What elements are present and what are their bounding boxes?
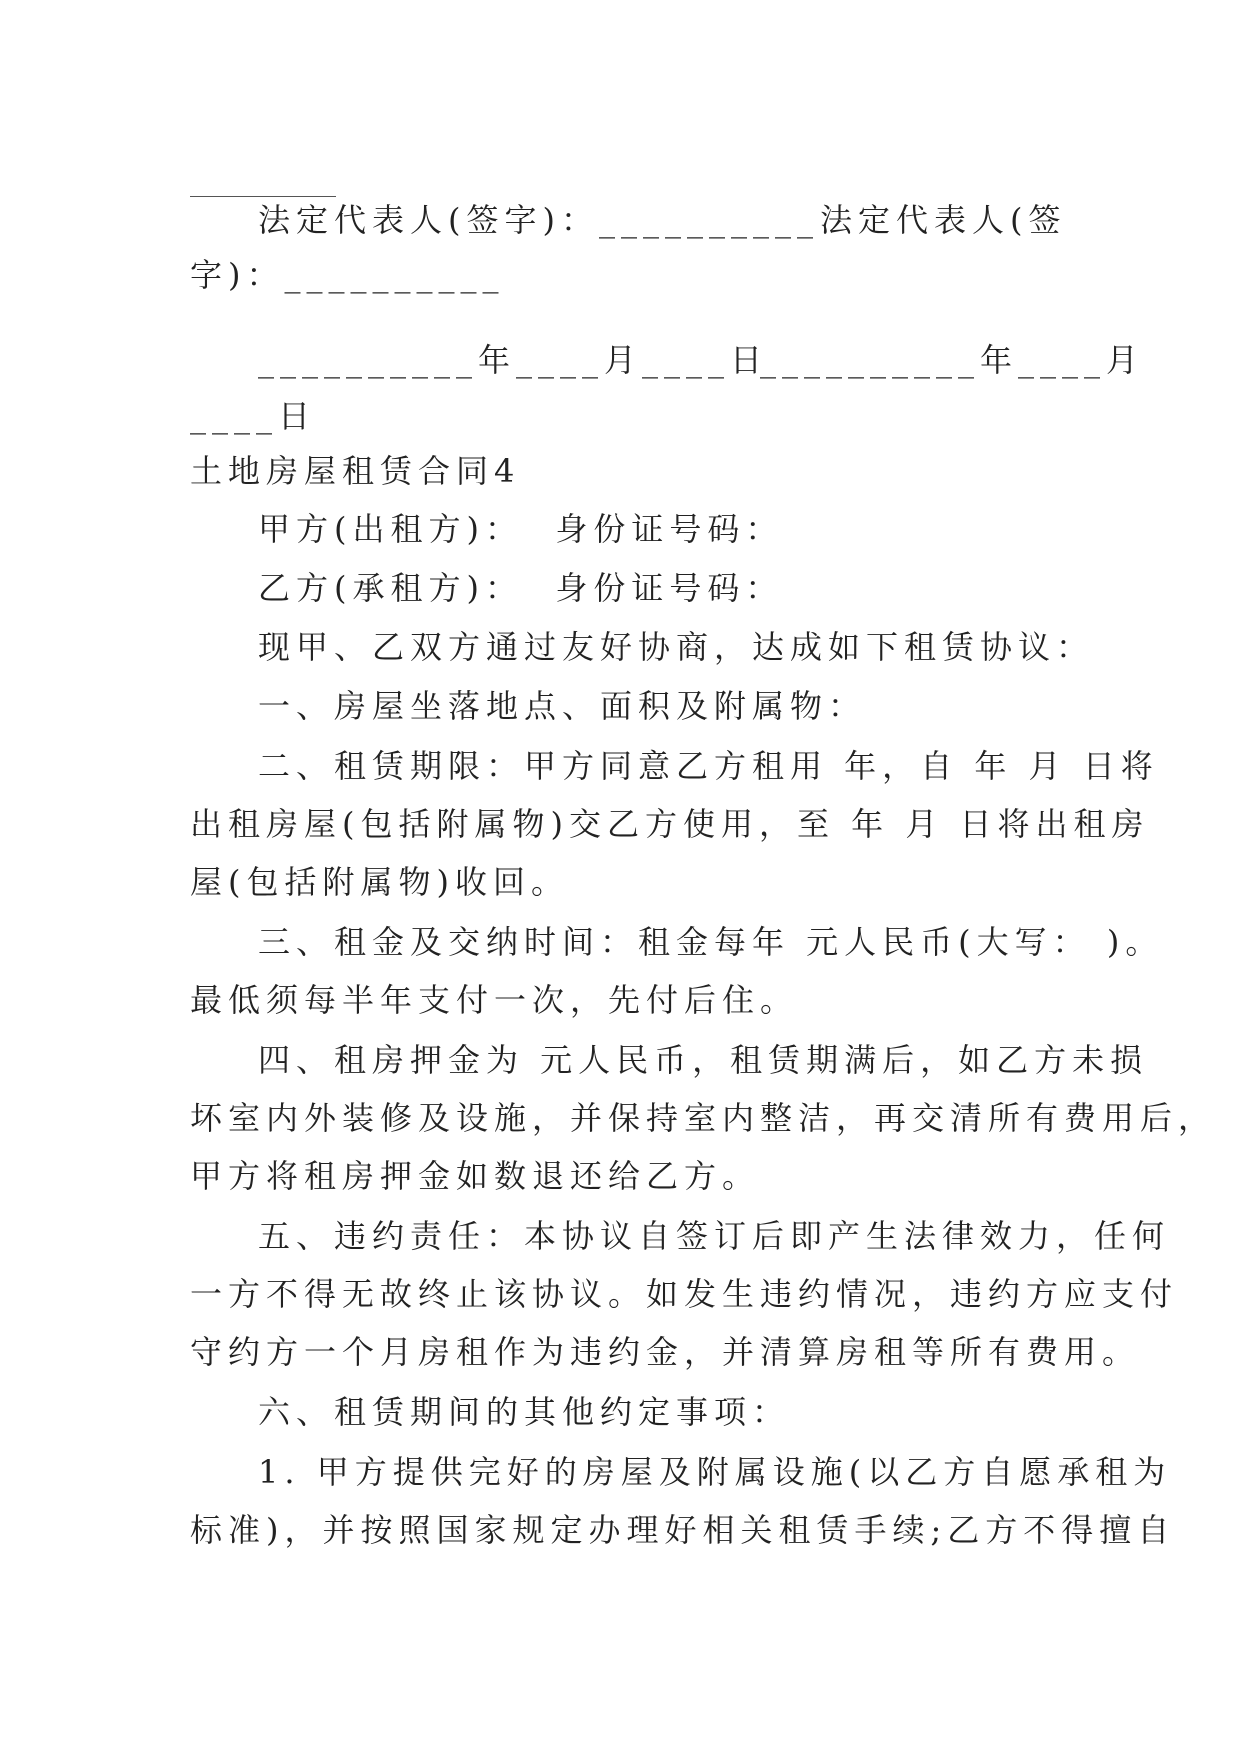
clause-2-line-2: 出租房屋(包括附属物)交乙方使用，至 年 月 日将出租房 [190,805,1150,843]
clause-4-line-1: 四、租房押金为 元人民币，租赁期满后，如乙方未损 [258,1041,1149,1079]
clause-4-line-3: 甲方将租房押金如数退还给乙方。 [190,1157,761,1195]
clause-1: 一、房屋坐落地点、面积及附属物： [258,687,867,725]
legal-rep-left: 法定代表人(签字)：__________ [258,201,819,239]
intro-paragraph: 现甲、乙双方通过友好协商，达成如下租赁协议： [258,628,1095,666]
clause-2-line-1: 二、租赁期限：甲方同意乙方租用 年，自 年 月 日将 [258,747,1159,785]
party-a: 甲方(出租方)： 身份证号码： [258,510,784,548]
clause-6: 六、租赁期间的其他约定事项： [258,1393,791,1431]
legal-rep-wrap: 字)：__________ [190,256,505,294]
contract-title: 土地房屋租赁合同4 [190,452,521,490]
clause-5-line-2: 一方不得无故终止该协议。如发生违约情况，违约方应支付 [190,1275,1179,1313]
legal-rep-right: 法定代表人(签 [820,201,1067,239]
clause-5-line-1: 五、违约责任：本协议自签订后即产生法律效力，任何 [258,1217,1171,1255]
item-1-line-2: 标准)，并按照国家规定办理好相关租赁手续;乙方不得擅自 [190,1511,1176,1549]
clause-4-line-2: 坏室内外装修及设施，并保持室内整洁，再交清所有费用后， [190,1099,1217,1137]
item-1-line-1: 1. 甲方提供完好的房屋及附属设施(以乙方自愿承租为 [258,1453,1172,1491]
clause-5-line-3: 守约方一个月房租作为违约金，并清算房租等所有费用。 [190,1333,1141,1371]
party-b: 乙方(承租方)： 身份证号码： [258,569,784,607]
clause-3-line-1: 三、租金及交纳时间：租金每年 元人民币(大写： )。 [258,923,1164,961]
top-underline [190,196,336,197]
clause-2-line-3: 屋(包括附属物)收回。 [190,863,569,901]
date-wrap: ____日 [190,397,317,435]
date-right: __________年____月 [760,341,1145,379]
date-left: __________年____月____日 [258,341,769,379]
clause-3-line-2: 最低须每半年支付一次，先付后住。 [190,981,799,1019]
